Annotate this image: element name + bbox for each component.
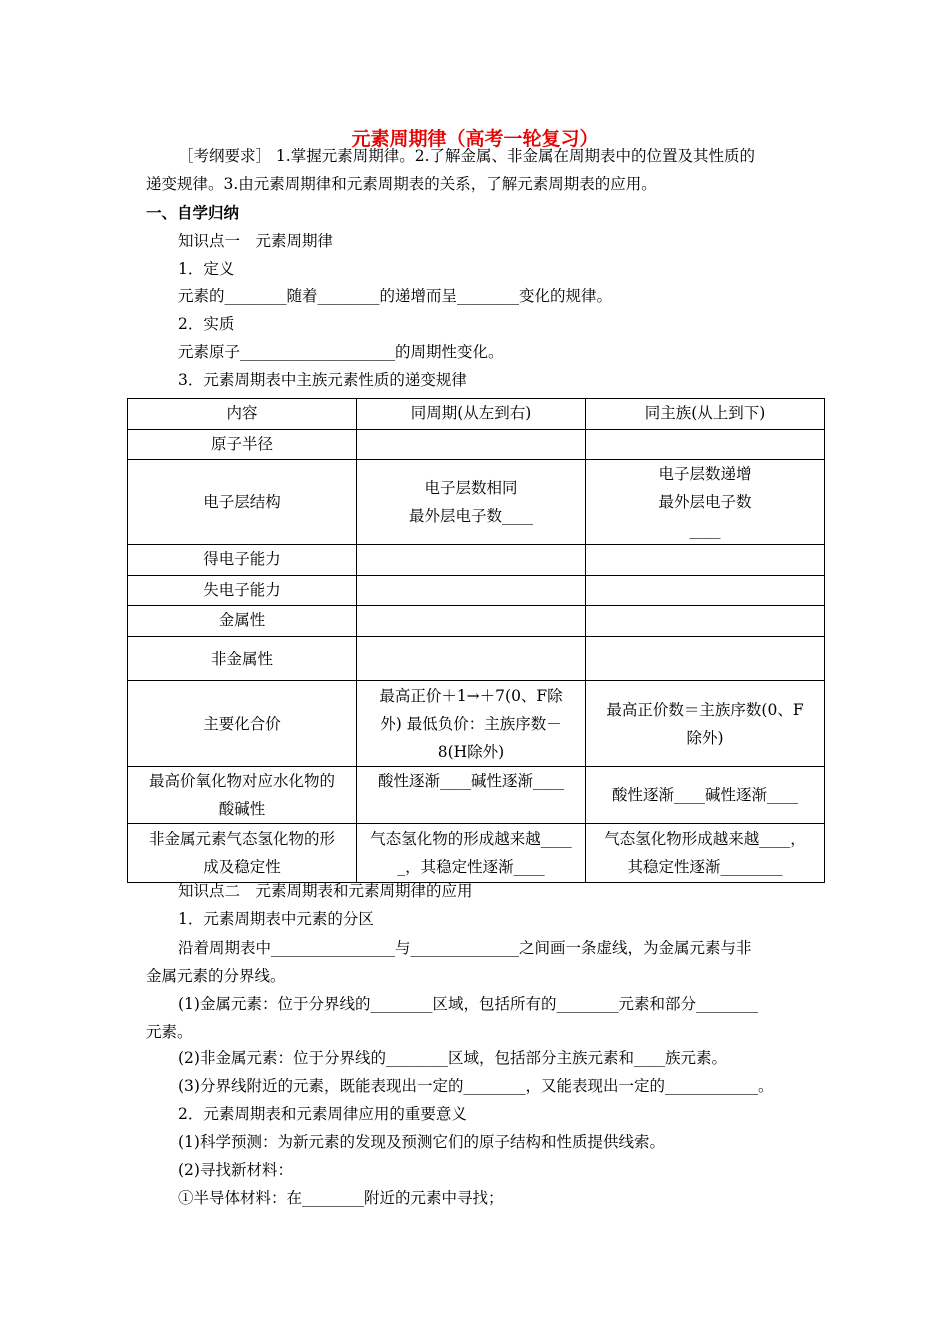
essence-text: 元素原子____________________的周期性变化。 — [178, 343, 504, 361]
table-row — [128, 430, 825, 460]
knowledge-point-2-heading: 知识点二 元素周期表和元素周期律的应用 — [178, 882, 473, 900]
period-cell — [357, 430, 586, 460]
table-row — [128, 637, 825, 681]
group-cell — [586, 460, 825, 545]
boundary-text: (3)分界线附近的元素，既能表现出一定的________，又能表现出一定的____________。 — [178, 1077, 774, 1095]
zone-text-line2: 金属元素的分界线。 — [146, 967, 286, 985]
periodic-law-table — [127, 398, 825, 883]
row-label: 失电子能力 — [128, 576, 357, 606]
cell-line: 其稳定性逐渐________ — [627, 858, 783, 876]
definition-text: 元素的________随着________的递增而呈________变化的规律。 — [178, 287, 613, 305]
cell-line: 最高价氧化物对应水化物的 — [148, 772, 335, 790]
cell-line: ____ — [689, 521, 721, 539]
row-label: 主要化合价 — [128, 681, 357, 767]
section-heading-self-study: 一、自学归纳 — [146, 204, 240, 222]
cell-line: 气态氢化物形成越来越____， — [604, 830, 806, 848]
table-row — [128, 824, 825, 883]
row-label: 金属性 — [128, 606, 357, 637]
period-cell — [357, 576, 586, 606]
new-materials-heading: (2)寻找新材料： — [178, 1161, 293, 1179]
syllabus-requirement-line1: ［考纲要求］ 1.掌握元素周期律。2.了解金属、非金属在周期表中的位置及其性质的 — [178, 147, 756, 165]
group-cell — [586, 637, 825, 681]
group-cell — [586, 576, 825, 606]
period-cell — [357, 545, 586, 576]
group-cell — [586, 606, 825, 637]
table-header: 内容 — [128, 399, 357, 430]
table-row — [128, 576, 825, 606]
nonmetal-text: (2)非金属元素：位于分界线的________区域，包括部分主族元素和____族元素。 — [178, 1049, 727, 1067]
zone-text-line1: 沿着周期表中________________与______________之间画一条虚线，为金属元素与非 — [178, 939, 752, 957]
cell-line: 最外层电子数 — [658, 493, 752, 511]
table-header: 同周期(从左到右) — [357, 399, 586, 430]
knowledge-point-1-heading: 知识点一 元素周期律 — [178, 232, 334, 250]
group-cell — [586, 430, 825, 460]
cell-line: 非金属元素气态氢化物的形 — [148, 830, 335, 848]
table-row — [128, 606, 825, 637]
period-cell: 酸性逐渐____碱性逐渐____ — [357, 767, 586, 824]
period-cell — [357, 637, 586, 681]
cell-line: 气态氢化物的形成越来越____ — [370, 830, 572, 848]
syllabus-requirement-line2: 递变规律。3.由元素周期律和元素周期表的关系，了解元素周期表的应用。 — [146, 175, 657, 193]
cell-line: 电子层数递增 — [658, 465, 752, 483]
table-row — [128, 767, 825, 824]
document-title: 元素周期律（高考一轮复习） — [351, 128, 599, 150]
cell-line: 成及稳定性 — [203, 858, 281, 876]
significance-heading: 2．元素周期表和元素周律应用的重要意义 — [178, 1105, 467, 1123]
period-cell — [357, 606, 586, 637]
cell-line: 8(H除外) — [437, 742, 505, 761]
group-cell: 酸性逐渐____碱性逐渐____ — [586, 767, 825, 824]
zone-heading: 1．元素周期表中元素的分区 — [178, 910, 374, 928]
period-cell — [357, 460, 586, 545]
row-label: 原子半径 — [128, 430, 357, 460]
table-row — [128, 681, 825, 767]
cell-line: 最高正价数＝主族序数(0、F — [606, 700, 804, 719]
table-row — [128, 460, 825, 545]
table-header-row — [128, 399, 825, 430]
essence-heading: 2．实质 — [178, 315, 235, 333]
cell-line: 酸碱性 — [218, 800, 266, 818]
group-cell — [586, 545, 825, 576]
definition-heading: 1．定义 — [178, 260, 235, 278]
rule-heading: 3．元素周期表中主族元素性质的递变规律 — [178, 371, 467, 389]
row-label: 电子层结构 — [128, 460, 357, 545]
cell-line: _，其稳定性逐渐____ — [397, 858, 545, 876]
group-cell — [586, 681, 825, 767]
metal-text-line1: (1)金属元素：位于分界线的________区域，包括所有的________元素和部分________ — [178, 995, 758, 1013]
prediction-text: (1)科学预测：为新元素的发现及预测它们的原子结构和性质提供线索。 — [178, 1133, 665, 1151]
table-row — [128, 545, 825, 576]
cell-line: 除外) — [686, 728, 724, 747]
cell-line: 最高正价＋1→＋7(0、F除 — [379, 686, 563, 705]
cell-line: 电子层数相同 — [424, 479, 518, 497]
row-label — [128, 824, 357, 883]
row-label: 得电子能力 — [128, 545, 357, 576]
cell-line: 外) 最低负价：主族序数－ — [380, 714, 562, 733]
table-header: 同主族(从上到下) — [586, 399, 825, 430]
row-label — [128, 767, 357, 824]
period-cell — [357, 681, 586, 767]
row-label: 非金属性 — [128, 637, 357, 681]
semiconductor-text: ①半导体材料：在________附近的元素中寻找； — [178, 1189, 504, 1207]
metal-text-line2: 元素。 — [146, 1023, 193, 1041]
group-cell — [586, 824, 825, 883]
period-cell — [357, 824, 586, 883]
cell-line: 最外层电子数____ — [408, 507, 533, 525]
